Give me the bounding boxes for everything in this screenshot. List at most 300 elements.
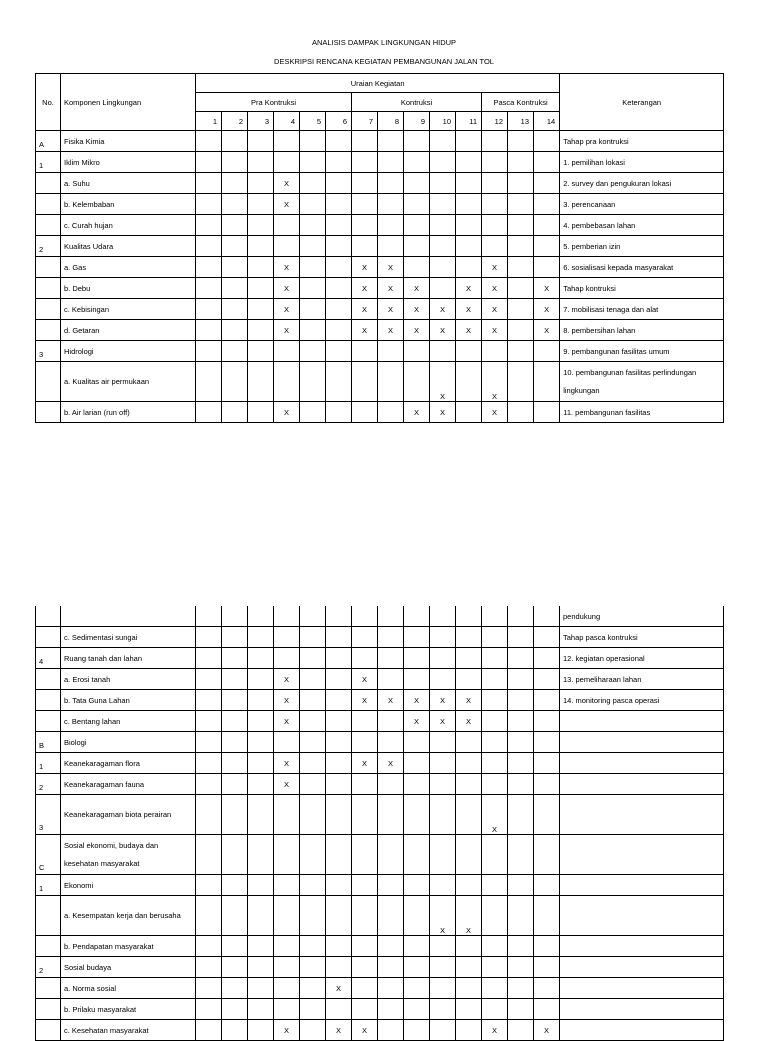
empty-cell [222, 362, 248, 402]
component-label: c. Kebisingan [61, 299, 196, 320]
impact-mark: X [274, 257, 300, 278]
empty-cell [222, 627, 248, 648]
impact-mark: X [430, 896, 456, 936]
empty-cell [482, 936, 508, 957]
empty-cell [222, 999, 248, 1020]
empty-cell [326, 131, 352, 152]
row-number [36, 627, 61, 648]
empty-cell [534, 194, 560, 215]
empty-cell [222, 236, 248, 257]
empty-cell [456, 236, 482, 257]
keterangan-cell [560, 957, 724, 978]
empty-cell [482, 648, 508, 669]
header-group-pra: Pra Kontruksi [196, 93, 352, 112]
impact-mark: X [378, 320, 404, 341]
empty-cell [274, 236, 300, 257]
component-label: b. Pendapatan masyarakat [61, 936, 196, 957]
empty-cell [508, 711, 534, 732]
empty-cell [534, 978, 560, 999]
empty-cell [430, 753, 456, 774]
impact-mark: X [274, 402, 300, 423]
impact-mark: X [352, 753, 378, 774]
empty-cell [248, 152, 274, 173]
empty-cell [404, 795, 430, 835]
empty-cell [456, 795, 482, 835]
empty-cell [300, 402, 326, 423]
component-label: b. Kelembaban [61, 194, 196, 215]
empty-cell [300, 236, 326, 257]
empty-cell [196, 1020, 222, 1041]
empty-cell [248, 875, 274, 896]
empty-cell [300, 131, 326, 152]
empty-cell [508, 627, 534, 648]
empty-cell [248, 957, 274, 978]
empty-cell [456, 753, 482, 774]
empty-cell [248, 774, 274, 795]
empty-cell [534, 875, 560, 896]
empty-cell [430, 795, 456, 835]
empty-cell [482, 875, 508, 896]
empty-cell [404, 957, 430, 978]
empty-cell [404, 131, 430, 152]
empty-cell [352, 627, 378, 648]
component-label: Keanekaragaman fauna [61, 774, 196, 795]
empty-cell [508, 278, 534, 299]
empty-cell [508, 999, 534, 1020]
empty-cell [534, 648, 560, 669]
empty-cell [352, 732, 378, 753]
impact-mark: X [326, 978, 352, 999]
empty-cell [248, 299, 274, 320]
impact-mark: X [352, 299, 378, 320]
empty-cell [508, 173, 534, 194]
keterangan-cell: 5. pemberian izin [560, 236, 724, 257]
empty-cell [534, 362, 560, 402]
table-row [36, 402, 724, 423]
table-row [36, 690, 724, 711]
empty-cell [196, 732, 222, 753]
empty-cell [352, 978, 378, 999]
empty-cell [248, 896, 274, 936]
document-subtitle: DESKRIPSI RENCANA KEGIATAN PEMBANGUNAN JALAN TOL [274, 57, 494, 66]
empty-cell [534, 215, 560, 236]
table-row [36, 299, 724, 320]
impact-mark: X [378, 690, 404, 711]
empty-cell [326, 152, 352, 173]
table-row [36, 257, 724, 278]
empty-cell [326, 362, 352, 402]
empty-cell [430, 173, 456, 194]
empty-cell [508, 795, 534, 835]
component-label: d. Getaran [61, 320, 196, 341]
component-label: a. Suhu [61, 173, 196, 194]
empty-cell [378, 627, 404, 648]
empty-cell [404, 257, 430, 278]
column-number: 8 [378, 112, 404, 131]
empty-cell [222, 936, 248, 957]
empty-cell [326, 173, 352, 194]
impact-mark: X [352, 278, 378, 299]
column-number: 12 [482, 112, 508, 131]
empty-cell [352, 194, 378, 215]
empty-cell [326, 669, 352, 690]
impact-mark: X [482, 320, 508, 341]
empty-cell [196, 402, 222, 423]
component-label: Ekonomi [61, 875, 196, 896]
empty-cell [300, 341, 326, 362]
empty-cell [326, 999, 352, 1020]
empty-cell [326, 648, 352, 669]
keterangan-cell [560, 795, 724, 835]
impact-mark: X [482, 1020, 508, 1041]
empty-cell [300, 690, 326, 711]
empty-cell [534, 732, 560, 753]
empty-cell [404, 194, 430, 215]
empty-cell [274, 978, 300, 999]
empty-cell [378, 152, 404, 173]
empty-cell [300, 978, 326, 999]
header-uraian: Uraian Kegiatan [196, 74, 560, 93]
table-row [36, 131, 724, 152]
empty-cell [300, 835, 326, 875]
keterangan-cell [560, 936, 724, 957]
impact-mark: X [404, 278, 430, 299]
empty-cell [300, 753, 326, 774]
column-number: 1 [196, 112, 222, 131]
empty-cell [508, 299, 534, 320]
empty-cell [482, 194, 508, 215]
empty-cell [300, 320, 326, 341]
empty-cell [430, 278, 456, 299]
empty-cell [404, 835, 430, 875]
empty-cell [378, 774, 404, 795]
empty-cell [196, 957, 222, 978]
empty-cell [326, 320, 352, 341]
row-number [36, 711, 61, 732]
keterangan-cell: Tahap pra kontruksi [560, 131, 724, 152]
empty-cell [248, 732, 274, 753]
empty-cell [534, 236, 560, 257]
impact-mark: X [274, 711, 300, 732]
impact-mark: X [482, 795, 508, 835]
empty-cell [274, 795, 300, 835]
empty-cell [456, 835, 482, 875]
table-row [36, 648, 724, 669]
empty-cell [508, 152, 534, 173]
row-number: 2 [36, 957, 61, 978]
empty-cell [456, 648, 482, 669]
row-number [36, 606, 61, 627]
impact-mark: X [456, 711, 482, 732]
empty-cell [326, 215, 352, 236]
empty-cell [248, 1020, 274, 1041]
empty-cell [430, 236, 456, 257]
empty-cell [352, 215, 378, 236]
component-label: c. Kesehatan masyarakat [61, 1020, 196, 1041]
empty-cell [300, 711, 326, 732]
empty-cell [482, 774, 508, 795]
empty-cell [326, 236, 352, 257]
impact-mark: X [326, 1020, 352, 1041]
component-label: b. Tata Guna Lahan [61, 690, 196, 711]
empty-cell [300, 362, 326, 402]
empty-cell [326, 875, 352, 896]
keterangan-cell: 9. pembangunan fasilitas umum [560, 341, 724, 362]
impact-mark: X [404, 299, 430, 320]
empty-cell [430, 1020, 456, 1041]
empty-cell [352, 875, 378, 896]
impact-mark: X [274, 320, 300, 341]
empty-cell [196, 173, 222, 194]
empty-cell [404, 362, 430, 402]
empty-cell [534, 131, 560, 152]
empty-cell [300, 795, 326, 835]
empty-cell [352, 648, 378, 669]
empty-cell [326, 402, 352, 423]
keterangan-cell: 12. kegiatan operasional [560, 648, 724, 669]
row-number [36, 896, 61, 936]
column-number: 2 [222, 112, 248, 131]
impact-mark: X [534, 320, 560, 341]
empty-cell [248, 278, 274, 299]
empty-cell [222, 648, 248, 669]
empty-cell [378, 194, 404, 215]
component-label: Sosial budaya [61, 957, 196, 978]
empty-cell [352, 795, 378, 835]
impact-mark: X [274, 194, 300, 215]
empty-cell [352, 999, 378, 1020]
empty-cell [378, 711, 404, 732]
impact-mark: X [404, 402, 430, 423]
empty-cell [508, 774, 534, 795]
table-row [36, 732, 724, 753]
empty-cell [352, 896, 378, 936]
keterangan-cell: 10. pembangunan fasilitas perlindungan lingkungan [560, 362, 724, 402]
impact-mark: X [274, 774, 300, 795]
impact-mark: X [430, 690, 456, 711]
empty-cell [300, 627, 326, 648]
empty-cell [300, 957, 326, 978]
empty-cell [378, 131, 404, 152]
empty-cell [508, 320, 534, 341]
row-number: 3 [36, 795, 61, 835]
empty-cell [352, 711, 378, 732]
empty-cell [404, 978, 430, 999]
empty-cell [404, 669, 430, 690]
keterangan-cell: 14. monitoring pasca operasi [560, 690, 724, 711]
row-number [36, 978, 61, 999]
empty-cell [378, 999, 404, 1020]
empty-cell [404, 732, 430, 753]
component-label: a. Norma sosial [61, 978, 196, 999]
empty-cell [378, 1020, 404, 1041]
impact-mark: X [430, 402, 456, 423]
empty-cell [248, 194, 274, 215]
empty-cell [326, 711, 352, 732]
impact-mark: X [456, 320, 482, 341]
empty-cell [404, 215, 430, 236]
empty-cell [534, 669, 560, 690]
impact-mark: X [534, 1020, 560, 1041]
empty-cell [196, 875, 222, 896]
table-row [36, 215, 724, 236]
empty-cell [508, 362, 534, 402]
keterangan-cell [560, 774, 724, 795]
empty-cell [456, 194, 482, 215]
empty-cell [300, 257, 326, 278]
empty-cell [404, 875, 430, 896]
column-number: 4 [274, 112, 300, 131]
impact-mark: X [456, 896, 482, 936]
empty-cell [352, 835, 378, 875]
empty-cell [482, 896, 508, 936]
keterangan-cell [560, 999, 724, 1020]
header-keterangan: Keterangan [560, 74, 724, 131]
empty-cell [326, 690, 352, 711]
empty-cell [482, 978, 508, 999]
empty-cell [534, 957, 560, 978]
empty-cell [300, 215, 326, 236]
empty-cell [274, 215, 300, 236]
empty-cell [196, 257, 222, 278]
row-number [36, 402, 61, 423]
impact-mark: X [352, 1020, 378, 1041]
empty-cell [508, 957, 534, 978]
impact-mark: X [456, 690, 482, 711]
empty-cell [430, 978, 456, 999]
empty-cell [534, 173, 560, 194]
header-komponen: Komponen Lingkungan [61, 74, 196, 131]
empty-cell [300, 999, 326, 1020]
keterangan-cell [560, 978, 724, 999]
impact-mark: X [482, 278, 508, 299]
impact-table-page-2 [35, 606, 724, 1041]
keterangan-cell: 6. sosialisasi kepada masyarakat [560, 257, 724, 278]
empty-cell [222, 978, 248, 999]
empty-cell [404, 1020, 430, 1041]
impact-mark: X [378, 299, 404, 320]
empty-cell [222, 835, 248, 875]
empty-cell [482, 753, 508, 774]
empty-cell [196, 999, 222, 1020]
empty-cell [456, 341, 482, 362]
empty-cell [300, 1020, 326, 1041]
empty-cell [326, 753, 352, 774]
row-number [36, 299, 61, 320]
empty-cell [456, 978, 482, 999]
empty-cell [508, 215, 534, 236]
impact-mark: X [482, 362, 508, 402]
table-row [36, 320, 724, 341]
impact-mark: X [456, 299, 482, 320]
empty-cell [196, 606, 222, 627]
empty-cell [456, 627, 482, 648]
empty-cell [534, 152, 560, 173]
empty-cell [248, 236, 274, 257]
empty-cell [222, 795, 248, 835]
component-label: a. Kualitas air permukaan [61, 362, 196, 402]
empty-cell [482, 173, 508, 194]
table-row [36, 194, 724, 215]
empty-cell [430, 875, 456, 896]
document-title: ANALISIS DAMPAK LINGKUNGAN HIDUP [311, 38, 457, 47]
empty-cell [326, 957, 352, 978]
row-number [36, 257, 61, 278]
empty-cell [482, 236, 508, 257]
row-number: 2 [36, 774, 61, 795]
empty-cell [404, 936, 430, 957]
empty-cell [456, 999, 482, 1020]
empty-cell [378, 402, 404, 423]
impact-mark: X [534, 299, 560, 320]
empty-cell [222, 753, 248, 774]
empty-cell [456, 152, 482, 173]
row-number [36, 173, 61, 194]
empty-cell [482, 606, 508, 627]
empty-cell [222, 194, 248, 215]
empty-cell [274, 835, 300, 875]
impact-mark: X [404, 690, 430, 711]
component-label: b. Debu [61, 278, 196, 299]
empty-cell [508, 606, 534, 627]
empty-cell [274, 875, 300, 896]
empty-cell [300, 606, 326, 627]
component-label: a. Erosi tanah [61, 669, 196, 690]
empty-cell [430, 999, 456, 1020]
empty-cell [378, 648, 404, 669]
empty-cell [300, 732, 326, 753]
impact-mark: X [352, 257, 378, 278]
empty-cell [274, 362, 300, 402]
empty-cell [300, 152, 326, 173]
empty-cell [274, 606, 300, 627]
empty-cell [378, 896, 404, 936]
component-label: c. Sedimentasi sungai [61, 627, 196, 648]
empty-cell [456, 606, 482, 627]
empty-cell [196, 795, 222, 835]
empty-cell [248, 215, 274, 236]
empty-cell [352, 774, 378, 795]
table-row [36, 774, 724, 795]
empty-cell [222, 957, 248, 978]
empty-cell [378, 795, 404, 835]
table-row [36, 936, 724, 957]
empty-cell [534, 774, 560, 795]
empty-cell [378, 978, 404, 999]
empty-cell [222, 669, 248, 690]
empty-cell [378, 341, 404, 362]
empty-cell [378, 957, 404, 978]
empty-cell [508, 341, 534, 362]
empty-cell [300, 669, 326, 690]
table-row [36, 957, 724, 978]
impact-mark: X [430, 320, 456, 341]
empty-cell [326, 936, 352, 957]
keterangan-cell [560, 875, 724, 896]
component-label: c. Curah hujan [61, 215, 196, 236]
empty-cell [248, 402, 274, 423]
empty-cell [404, 173, 430, 194]
empty-cell [508, 896, 534, 936]
column-number: 7 [352, 112, 378, 131]
empty-cell [404, 774, 430, 795]
component-label: Fisika Kimia [61, 131, 196, 152]
table-row [36, 1020, 724, 1041]
empty-cell [456, 1020, 482, 1041]
impact-mark: X [482, 402, 508, 423]
row-number [36, 215, 61, 236]
empty-cell [326, 341, 352, 362]
